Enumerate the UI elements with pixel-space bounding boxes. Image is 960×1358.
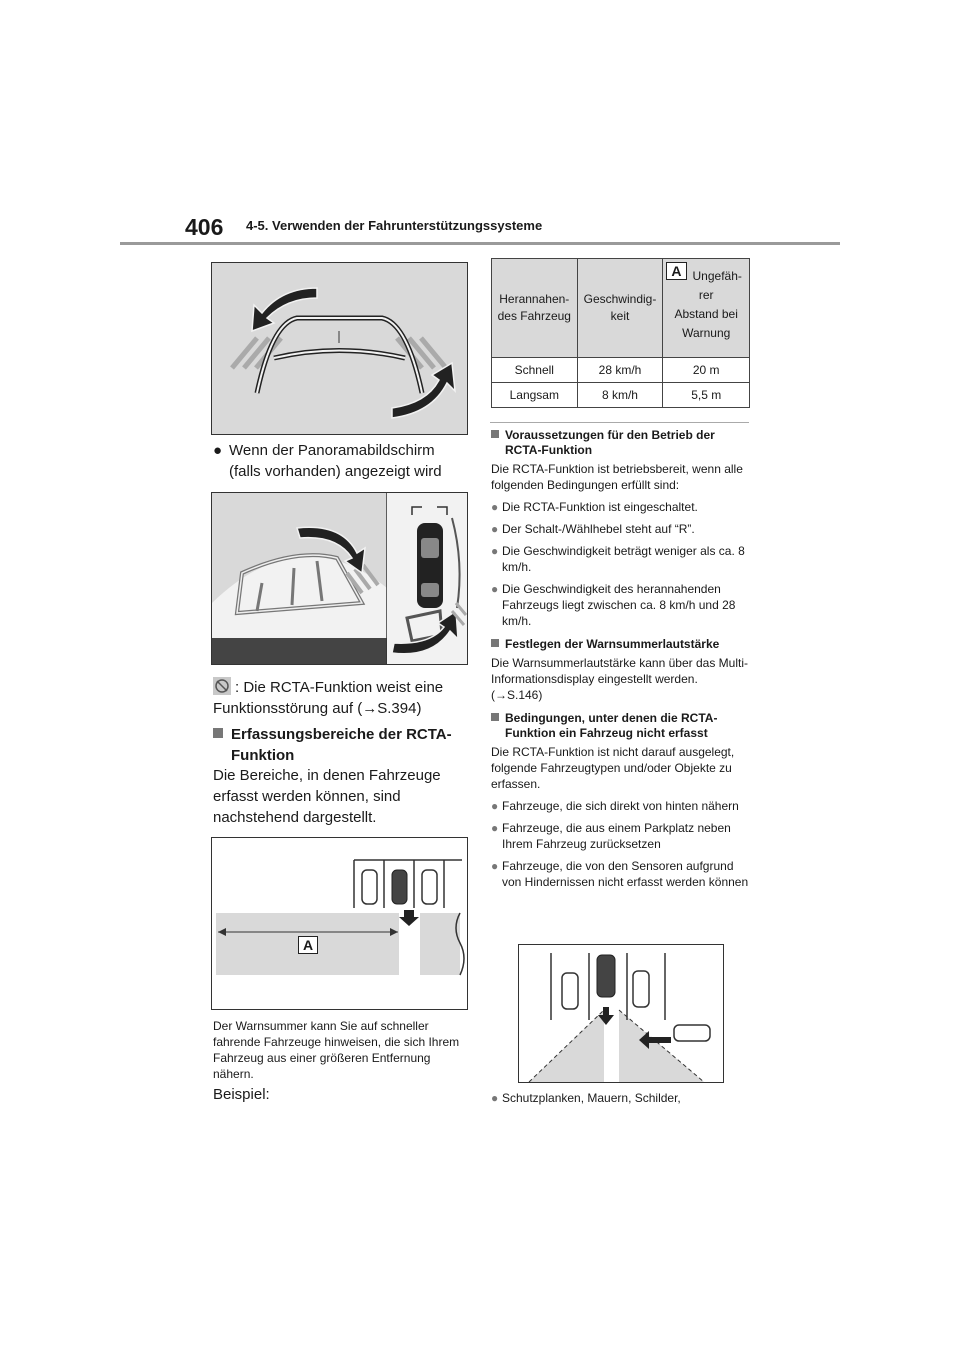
table-cell: 8 km/h — [577, 383, 663, 408]
heading-square-icon — [491, 713, 499, 721]
bullet-dot-icon: ● — [213, 442, 223, 459]
bullet-dot-icon: ● — [491, 1091, 499, 1105]
table-header-cell — [492, 259, 578, 358]
malfunction-text-1: : Die RCTA-Funktion weist eine — [235, 679, 444, 696]
rcta-malfunction-icon — [213, 677, 231, 695]
right-column — [491, 428, 749, 890]
figure-detection-area — [211, 837, 468, 1010]
figure-parking-scenario — [518, 944, 724, 1083]
warning-note: Der Warnsummer kann Sie auf schneller fahrende Fahrzeuge hinweisen, die sich Ihrem Fahrzeug aus einer größeren Entfernung nähern. — [213, 1019, 460, 1081]
table-header-cell — [577, 259, 663, 358]
list-item — [491, 858, 749, 890]
heading-detection-areas-text: Erfassungsbereiche der RCTA-Funktion — [231, 726, 452, 764]
example-label: Beispiel: — [213, 1086, 270, 1103]
list-item-text: Fahrzeuge, die aus einem Parkplatz neben Ihrem Fahrzeug zurücksetzen — [502, 821, 731, 851]
list-item — [491, 521, 749, 537]
page-number: 406 — [185, 214, 224, 240]
malfunction-page-ref[interactable]: S.394) — [377, 700, 422, 717]
table-row — [492, 358, 750, 383]
header-col2-line1: Geschwindig- — [583, 292, 657, 306]
heading-detection-areas — [213, 724, 463, 766]
heading-not-detect-text: Bedingungen, unter denen die RCTA-Funktion ein Fahrzeug nicht erfasst — [505, 711, 718, 740]
volume-text — [491, 655, 749, 703]
header-col3-line2: rer — [698, 288, 714, 302]
list-item-text: Fahrzeuge, die von den Sensoren aufgrund von Hindernissen nicht erfasst werden können — [502, 859, 749, 889]
bullet-dot-icon: ● — [491, 821, 499, 835]
bullet-dot-icon: ● — [491, 859, 499, 873]
header-col1-line1: Herannahen- — [499, 292, 570, 306]
heading-square-icon — [491, 639, 499, 647]
list-item-text: Die Geschwindigkeit beträgt weniger als ca. 8 km/h. — [502, 544, 745, 574]
list-item — [491, 581, 749, 629]
table-header-row — [492, 259, 750, 358]
heading-not-detect — [491, 711, 749, 741]
bullet-panorama-text: Wenn der Panoramabildschirm (falls vorhanden) angezeigt wird — [229, 442, 442, 480]
figure-rear-camera-guides — [211, 262, 468, 435]
header-col3-line3: Abstand bei — [674, 307, 738, 321]
speed-distance-table — [491, 258, 750, 408]
volume-page-ref[interactable]: S.146) — [507, 688, 543, 702]
header-col3-line1: Ungefäh- — [692, 269, 742, 283]
conditions-intro: Die RCTA-Funktion ist betriebsbereit, wenn alle folgenden Bedingungen erfüllt sind: — [491, 462, 743, 492]
heading-square-icon — [491, 430, 499, 438]
section-title: 4-5. Verwenden der Fahrunterstützungssysteme — [246, 218, 543, 233]
header-rule — [120, 242, 840, 245]
table-cell: 5,5 m — [663, 383, 750, 408]
bullet-dot-icon: ● — [491, 582, 499, 596]
heading-square-icon — [213, 728, 223, 738]
list-item — [491, 1090, 749, 1106]
heading-conditions-text: Voraussetzungen für den Betrieb der RCTA-Funktion — [505, 428, 715, 457]
reference-arrow-icon: → — [495, 688, 507, 702]
volume-ref-open: ( — [491, 688, 495, 702]
heading-conditions — [491, 428, 749, 458]
volume-text-1: Die Warnsummerlautstärke kann über das Multi-Informationsdisplay eingestellt werden. — [491, 656, 748, 686]
heading-volume-text: Festlegen der Warnsummerlautstärke — [505, 637, 720, 651]
list-item — [491, 499, 749, 515]
bullet-dot-icon: ● — [491, 544, 499, 558]
list-item — [491, 543, 749, 575]
not-detect-intro: Die RCTA-Funktion ist nicht darauf ausgelegt, folgende Fahrzeugtypen und/oder Objekte zu erfassen. — [491, 745, 735, 791]
list-item-text: Fahrzeuge, die sich direkt von hinten nähern — [502, 799, 739, 813]
bullet-dot-icon: ● — [491, 522, 499, 536]
bullet-dot-icon: ● — [491, 799, 499, 813]
table-row — [492, 383, 750, 408]
table-header-cell — [663, 259, 750, 358]
header-col3-label: A — [666, 262, 686, 280]
column-rule — [490, 422, 749, 423]
list-item-text: Der Schalt-/Wählhebel steht auf “R”. — [502, 522, 695, 536]
figure-label-a: A — [298, 936, 318, 954]
malfunction-text-2: Funktionsstörung auf ( — [213, 700, 363, 717]
header-col2-line2: keit — [610, 309, 630, 323]
header-col3-line4: Warnung — [682, 326, 731, 340]
table-cell: Langsam — [492, 383, 578, 408]
list-item-text: Schutzplanken, Mauern, Schilder, — [502, 1091, 681, 1105]
heading-volume — [491, 637, 749, 652]
list-item — [491, 820, 749, 852]
malfunction-note — [213, 677, 473, 719]
reference-arrow-icon: → — [362, 700, 378, 717]
table-cell: Schnell — [492, 358, 578, 383]
list-item-text: Die RCTA-Funktion ist eingeschaltet. — [502, 500, 698, 514]
figure-panorama-view — [211, 492, 468, 665]
list-item-text: Die Geschwindigkeit des herannahenden Fahrzeugs liegt zwischen ca. 8 km/h und 28 km/h. — [502, 582, 736, 628]
table-cell: 28 km/h — [577, 358, 663, 383]
header-col1-line2: des Fahrzeug — [497, 309, 571, 323]
bullet-panorama — [213, 440, 468, 482]
bullet-dot-icon: ● — [491, 500, 499, 514]
areas-text: Die Bereiche, in denen Fahrzeuge erfasst werden können, sind nachstehend dargestellt. — [213, 767, 441, 826]
table-cell: 20 m — [663, 358, 750, 383]
list-item — [491, 798, 749, 814]
